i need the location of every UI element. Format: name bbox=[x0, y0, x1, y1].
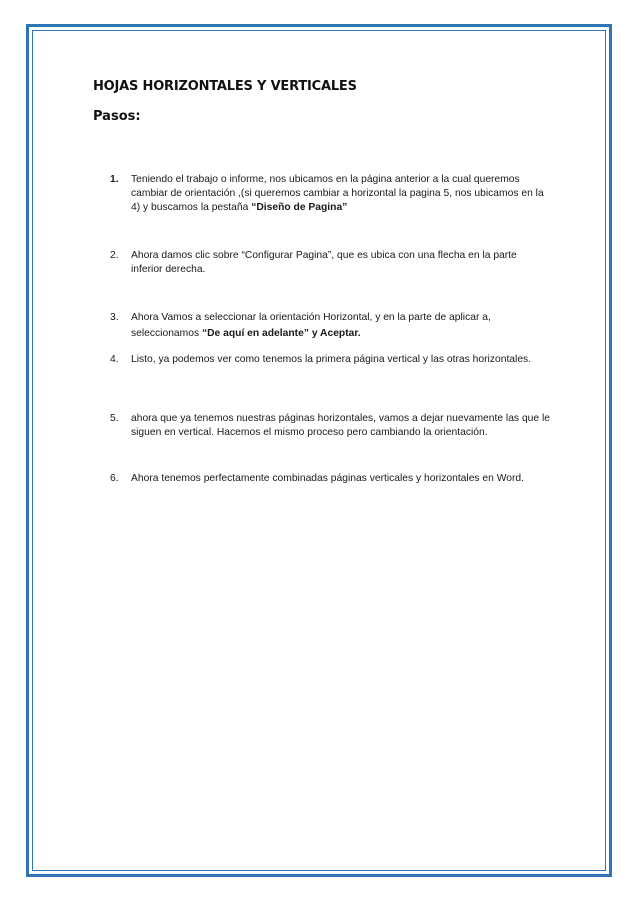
step-text: Ahora tenemos perfectamente combinadas páginas verticales y horizontales en Word. bbox=[131, 473, 525, 484]
step-text: Teniendo el trabajo o informe, nos ubicamos en la página anterior a la cual queremos cambiar de orientación ,(si queremos cambiar a horizontal la pagina 5, nos ubicamos en la 4) y buscamos la pestaña “Diseño de Pagina” bbox=[131, 174, 544, 213]
document-title: HOJAS HORIZONTALES Y VERTICALES bbox=[93, 79, 357, 94]
step-item-6 bbox=[110, 472, 550, 486]
step-number: 5. bbox=[110, 413, 119, 424]
step-text: Ahora Vamos a seleccionar la orientación Horizontal, y en la parte de aplicar a, seleccionamos “De aquí en adelante” y Aceptar. bbox=[131, 312, 491, 339]
step-number: 1. bbox=[110, 174, 119, 185]
step-number: 4. bbox=[110, 354, 119, 365]
document-subtitle: Pasos: bbox=[93, 109, 141, 124]
step-text: ahora que ya tenemos nuestras páginas horizontales, vamos a dejar nuevamente las que le siguen en vertical. Hacemos el mismo proceso pero cambiando la orientación. bbox=[131, 413, 550, 438]
step-number: 2. bbox=[110, 250, 119, 261]
step-emphasis: “Diseño de Pagina” bbox=[251, 202, 348, 213]
step-emphasis: “De aquí en adelante” y Aceptar. bbox=[201, 328, 361, 339]
step-text: Listo, ya podemos ver como tenemos la primera página vertical y las otras horizontales. bbox=[131, 354, 532, 365]
step-number: 3. bbox=[110, 312, 119, 323]
step-item-3 bbox=[110, 310, 550, 342]
step-item-4 bbox=[110, 351, 550, 368]
page-border-inner bbox=[32, 30, 606, 871]
step-item-5 bbox=[110, 412, 550, 440]
step-number: 6. bbox=[110, 473, 119, 484]
step-item-2 bbox=[110, 249, 550, 277]
step-item-1 bbox=[110, 173, 550, 215]
step-text: Ahora damos clic sobre “Configurar Pagina”, que es ubica con una flecha en la parte inferior derecha. bbox=[131, 250, 517, 275]
